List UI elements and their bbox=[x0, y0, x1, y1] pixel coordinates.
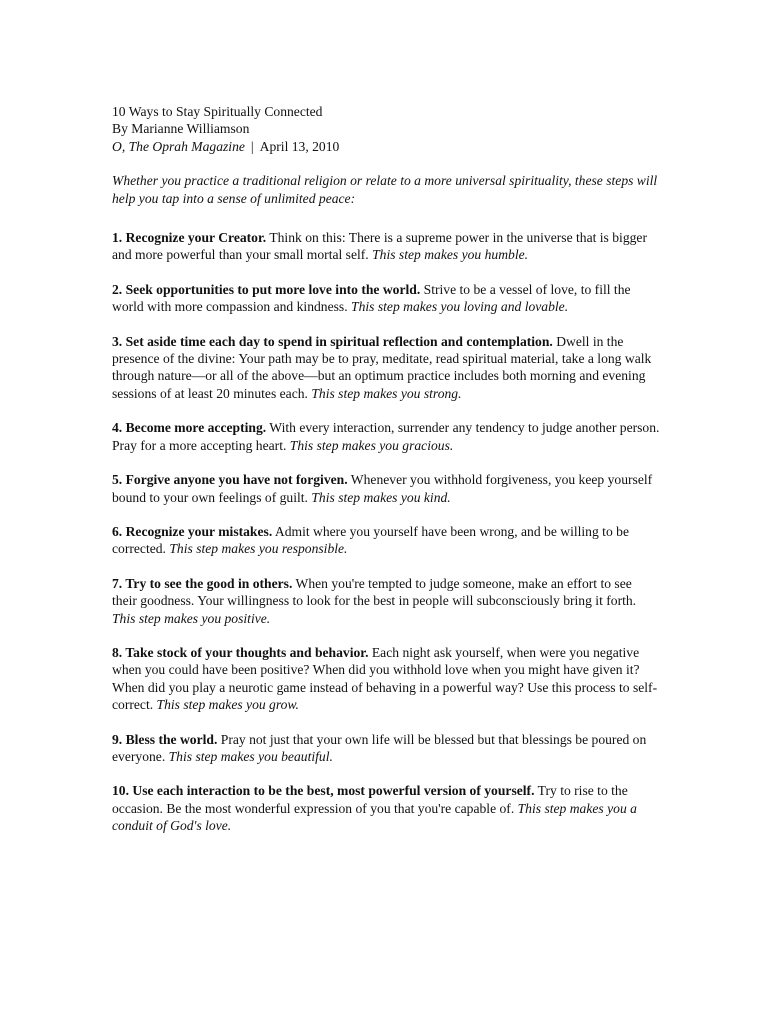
step-body: Each night ask yourself, when were you negative when you could have been positive? When did you withhold love when you might have given it? When did you play a neurotic game instead of behaving in a powerful way? Use this process to self-correct. bbox=[112, 644, 658, 713]
step-item bbox=[112, 471, 660, 506]
step-title: 8. Take stock of your thoughts and behavior. bbox=[112, 644, 369, 660]
step-title: 2. Seek opportunities to put more love into the world. bbox=[112, 281, 421, 297]
step-effect: This step makes you kind. bbox=[311, 489, 451, 505]
step-item bbox=[112, 575, 660, 627]
article-byline: By Marianne Williamson bbox=[112, 121, 250, 137]
step-item bbox=[112, 333, 660, 403]
step-effect: This step makes you grow. bbox=[156, 697, 299, 713]
step-item bbox=[112, 644, 660, 714]
step-effect: This step makes you positive. bbox=[112, 610, 271, 626]
step-item bbox=[112, 419, 660, 454]
step-title: 5. Forgive anyone you have not forgiven. bbox=[112, 472, 348, 488]
step-title: 1. Recognize your Creator. bbox=[112, 230, 267, 246]
article-title: 10 Ways to Stay Spiritually Connected bbox=[112, 104, 323, 119]
article-source bbox=[112, 138, 660, 155]
step-title: 3. Set aside time each day to spend in spiritual reflection and contemplation. bbox=[112, 333, 553, 349]
step-effect: This step makes you loving and lovable. bbox=[351, 299, 569, 315]
step-effect: This step makes you responsible. bbox=[169, 541, 348, 557]
step-body: Admit where you yourself have been wrong, and be willing to be corrected. bbox=[112, 523, 629, 557]
step-effect: This step makes you strong. bbox=[311, 385, 462, 401]
source-separator: | bbox=[250, 138, 254, 154]
article-intro: Whether you practice a traditional religion or relate to a more universal spirituality, these steps will help you tap into a sense of unlimited peace: bbox=[112, 173, 658, 206]
step-effect: This step makes you humble. bbox=[372, 247, 529, 263]
step-effect: This step makes you gracious. bbox=[289, 437, 454, 453]
step-body: Pray not just that your own life will be blessed but that blessings be poured on everyone. bbox=[112, 731, 647, 764]
step-body: Dwell in the presence of the divine: Your path may be to pray, meditate, read spiritual material, take a long walk through nature—or all of the above—but an optimum practice includes both morning and evening sessions of at least 20 minutes each. bbox=[112, 333, 652, 401]
step-title: 4. Become more accepting. bbox=[112, 420, 267, 436]
step-body: Think on this: There is a supreme power in the universe that is bigger and more powerful than your small mortal self. bbox=[112, 230, 647, 263]
article-header bbox=[112, 103, 660, 155]
steps-list bbox=[112, 229, 660, 835]
step-item bbox=[112, 229, 660, 264]
step-body: When you're tempted to judge someone, make an effort to see their goodness. Your willingness to look for the best in people will subconsciously bring it forth. bbox=[112, 575, 637, 609]
step-title: 9. Bless the world. bbox=[112, 731, 218, 747]
step-title: 6. Recognize your mistakes. bbox=[112, 523, 273, 539]
step-title: 10. Use each interaction to be the best, most powerful version of yourself. bbox=[112, 783, 535, 799]
document-page bbox=[112, 103, 660, 852]
step-body: With every interaction, surrender any tendency to judge another person. Pray for a more accepting heart. bbox=[112, 420, 660, 453]
step-body: Whenever you withhold forgiveness, you keep yourself bound to your own feelings of guilt. bbox=[112, 472, 653, 505]
step-item bbox=[112, 782, 660, 834]
step-item bbox=[112, 731, 660, 766]
publication-date: April 13, 2010 bbox=[259, 138, 340, 154]
step-title: 7. Try to see the good in others. bbox=[112, 575, 293, 591]
step-item bbox=[112, 281, 660, 316]
step-body: Try to rise to the occasion. Be the most wonderful expression of you that you're capable of. bbox=[112, 783, 628, 816]
step-effect: This step makes you beautiful. bbox=[168, 748, 333, 764]
step-item bbox=[112, 523, 660, 558]
publication-name: O, The Oprah Magazine bbox=[112, 138, 245, 154]
step-body: Strive to be a vessel of love, to fill the world with more compassion and kindness. bbox=[112, 281, 631, 315]
step-effect: This step makes you a conduit of God's love. bbox=[112, 800, 637, 834]
